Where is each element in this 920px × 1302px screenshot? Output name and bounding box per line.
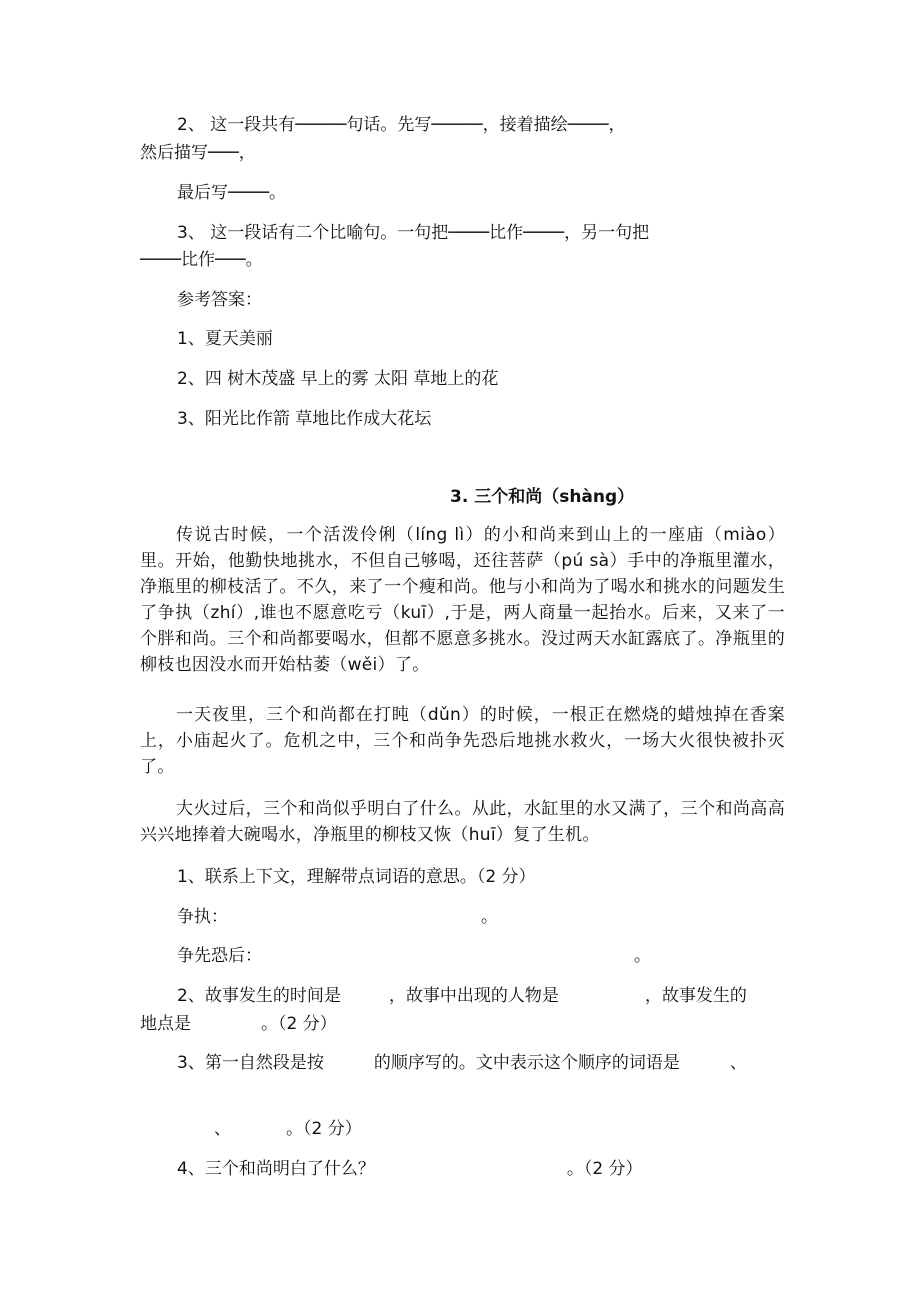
exercise-4-text-2: 。（2 分）	[566, 1159, 643, 1179]
exercise-2-line-2	[140, 1011, 337, 1037]
article-title: 3. 三个和尚（shàng）	[450, 487, 635, 507]
question-2-line-1: 2、 这一段共有─────句话。先写─────，接着描绘────，	[177, 115, 626, 135]
article-paragraph-2: 一天夜里，三个和尚都在打盹（dǔn）的时候，一根正在燃烧的蜡烛掉在香案上，小庙起火了。危机之中，三个和尚争先恐后地挑水救火，一场大火很快被扑灭了。	[140, 705, 785, 777]
answer-2: 2、四 树木茂盛 早上的雾 太阳 草地上的花	[177, 369, 499, 389]
exercise-2-text-2: ，故事中出现的人物是	[388, 986, 559, 1006]
exercise-2-text-1: 2、故事发生的时间是	[177, 986, 341, 1006]
answer-1: 1、夏天美丽	[177, 329, 273, 349]
exercise-3-text-3: 、	[729, 1053, 747, 1073]
exercise-1-end-1: 。	[481, 907, 498, 927]
exercise-3-text-2: 的顺序写的。文中表示这个顺序的词语是	[373, 1053, 680, 1073]
exercise-1-end-2: 。	[634, 946, 651, 966]
exercise-1: 1、联系上下文，理解带点词语的意思。（2 分）	[177, 867, 536, 887]
exercise-2-text-3: ，故事发生的	[644, 986, 747, 1006]
exercise-3-text-5: 。（2 分）	[286, 1119, 362, 1139]
exercise-2-text-5: 。（2 分）	[261, 1014, 337, 1034]
exercise-2-text-4: 地点是	[140, 1014, 191, 1034]
exercise-1-word-2: 争先恐后：	[177, 946, 262, 966]
question-3-line-1: 3、 这一段话有二个比喻句。一句把────比作────，另一句把	[177, 223, 650, 243]
question-2-line-2: 然后描写───，	[140, 143, 256, 163]
article-paragraph-3: 大火过后，三个和尚似乎明白了什么。从此，水缸里的水又满了，三个和尚高高兴兴地捧着大碗喝水，净瓶里的柳枝又恢（huī）复了生机。	[140, 799, 785, 845]
question-3-line-2: ────比作───。	[140, 250, 263, 270]
exercise-3-text-4: 、	[214, 1119, 231, 1139]
exercise-3-line-1	[177, 1050, 747, 1076]
exercise-1-word-1-row	[177, 904, 498, 930]
exercise-2-line-1	[177, 983, 747, 1009]
exercise-3-line-2	[214, 1116, 362, 1142]
answer-heading: 参考答案：	[177, 290, 262, 310]
exercise-3-text-1: 3、第一自然段是按	[177, 1053, 324, 1073]
exercise-4-text-1: 4、三个和尚明白了什么？	[177, 1159, 375, 1179]
answer-3: 3、阳光比作箭 草地比作成大花坛	[177, 409, 432, 429]
exercise-1-word-2-row	[177, 943, 651, 969]
question-2-line-3: 最后写────。	[177, 183, 286, 203]
exercise-4-line	[177, 1156, 643, 1182]
exercise-1-word-1: 争执：	[177, 907, 228, 927]
article-paragraph-1: 传说古时候，一个活泼伶俐（líng lì）的小和尚来到山上的一座庙（miào）里。开始，他勤快地挑水，不但自己够喝，还往菩萨（pú sà）手中的净瓶里灌水，净瓶里的柳枝活了。不久，来了一个瘦和尚。他与小和尚为了喝水和挑水的问题发生了争执（zhí）,谁也不愿意吃亏（kuī）,于是，两人商量一起抬水。后来，又来了一个胖和尚。三个和尚都要喝水，但都不愿意多挑水。没过两天水缸露底了。净瓶里的柳枝也因没水而开始枯萎（wěi）了。	[140, 525, 785, 675]
